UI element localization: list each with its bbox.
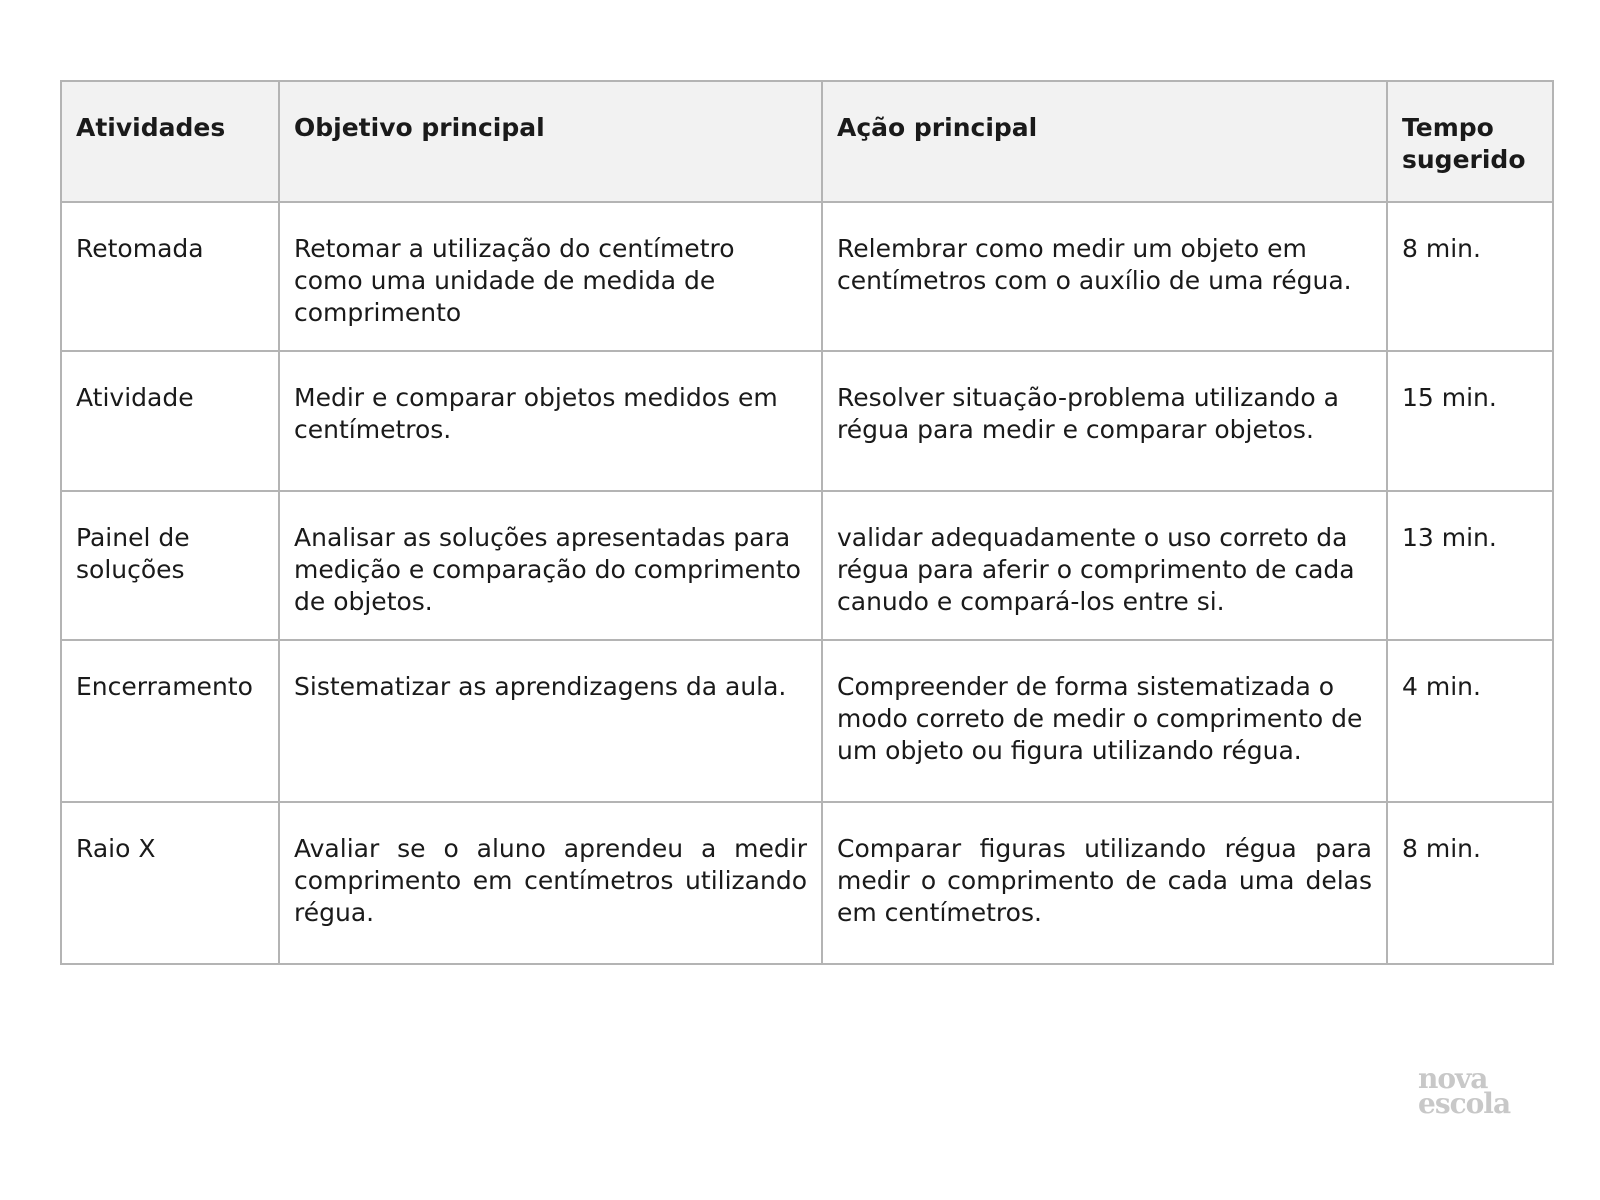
cell-tempo: 13 min.	[1387, 491, 1553, 640]
header-objetivo: Objetivo principal	[279, 81, 822, 202]
header-acao: Ação principal	[822, 81, 1387, 202]
cell-tempo: 4 min.	[1387, 640, 1553, 802]
cell-tempo: 8 min.	[1387, 202, 1553, 351]
cell-atividade: Raio X	[61, 802, 279, 964]
logo-line-1: nova	[1418, 1062, 1488, 1095]
cell-objetivo: Retomar a utilização do centímetro como uma unidade de medida de comprimento	[279, 202, 822, 351]
lesson-plan-table	[60, 80, 1554, 965]
table-header-row	[61, 81, 1553, 202]
table-row	[61, 202, 1553, 351]
cell-acao: Relembrar como medir um objeto em centímetros com o auxílio de uma régua.	[822, 202, 1387, 351]
cell-objetivo: Avaliar se o aluno aprendeu a medir comprimento em centímetros utilizando régua.	[279, 802, 822, 964]
table-row	[61, 491, 1553, 640]
cell-atividade: Encerramento	[61, 640, 279, 802]
table-row	[61, 351, 1553, 491]
cell-acao: Compreender de forma sistematizada o modo correto de medir o comprimento de um objeto ou figura utilizando régua.	[822, 640, 1387, 802]
cell-tempo: 15 min.	[1387, 351, 1553, 491]
cell-acao: Comparar figuras utilizando régua para medir o comprimento de cada uma delas em centímetros.	[822, 802, 1387, 964]
cell-acao: Resolver situação-problema utilizando a régua para medir e comparar objetos.	[822, 351, 1387, 491]
header-atividades: Atividades	[61, 81, 279, 202]
table-row	[61, 640, 1553, 802]
logo-line-2: escola	[1418, 1087, 1511, 1120]
cell-atividade: Atividade	[61, 351, 279, 491]
cell-objetivo: Analisar as soluções apresentadas para medição e comparação do comprimento de objetos.	[279, 491, 822, 640]
cell-tempo: 8 min.	[1387, 802, 1553, 964]
header-tempo: Tempo sugerido	[1387, 81, 1553, 202]
nova-escola-logo	[1418, 1062, 1511, 1120]
cell-atividade: Painel de soluções	[61, 491, 279, 640]
cell-atividade: Retomada	[61, 202, 279, 351]
cell-acao: validar adequadamente o uso correto da régua para aferir o comprimento de cada canudo e compará-los entre si.	[822, 491, 1387, 640]
cell-objetivo: Sistematizar as aprendizagens da aula.	[279, 640, 822, 802]
cell-objetivo: Medir e comparar objetos medidos em centímetros.	[279, 351, 822, 491]
table-row	[61, 802, 1553, 964]
